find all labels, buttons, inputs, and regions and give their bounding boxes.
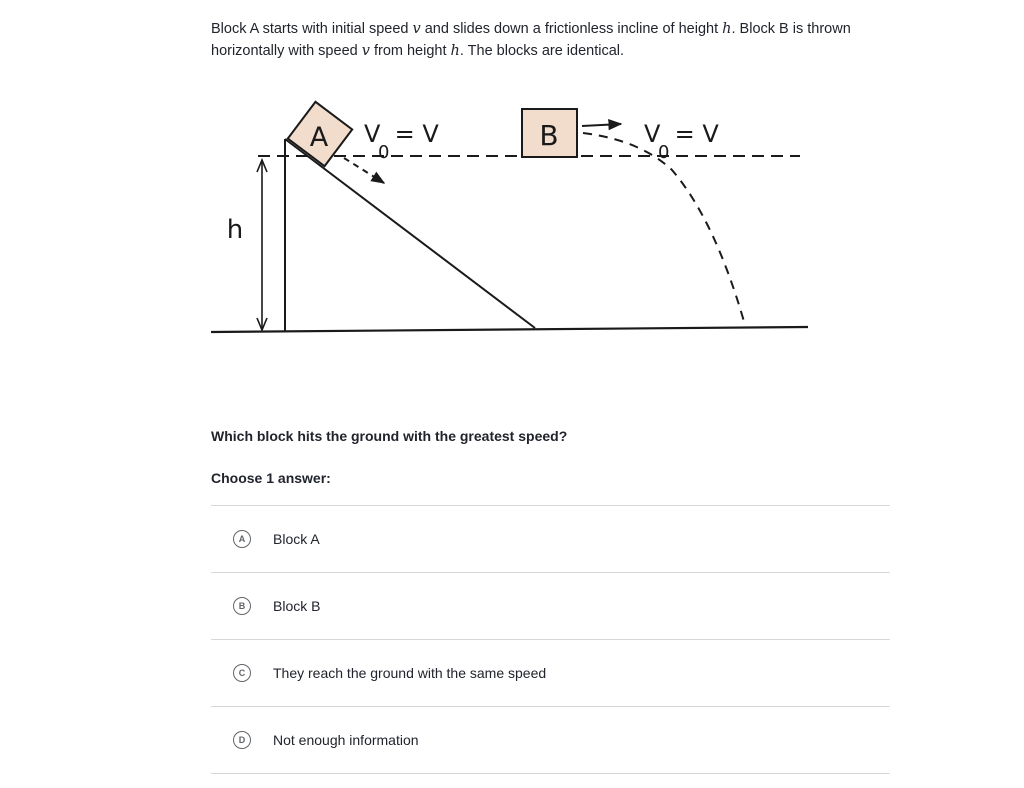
block-b-label: B (539, 119, 559, 152)
choice-a-radio[interactable]: A (233, 530, 251, 548)
speed-a-label: V (364, 120, 381, 148)
speed-a-equals: = V (387, 120, 439, 148)
answer-choices (211, 505, 890, 774)
choice-b[interactable] (211, 573, 890, 640)
prompt-text-2: and slides down a frictionless incline of height (420, 21, 723, 37)
question-text: Which block hits the ground with the greatest speed? (211, 428, 568, 444)
speed-b-equals: = V (667, 120, 719, 148)
variable-h: h (722, 21, 732, 37)
prompt-text-1: Block A starts with initial speed (211, 21, 413, 37)
prompt-text-5: . The blocks are identical. (459, 43, 625, 59)
problem-prompt (211, 18, 871, 62)
block-b-velocity-arrow (582, 124, 621, 126)
choice-b-label: Block B (273, 598, 321, 614)
prompt-text-3: . Block B is thrown horizontally with speed (211, 21, 851, 59)
incline-slope (285, 139, 535, 328)
choice-c[interactable] (211, 640, 890, 707)
height-label: h (226, 215, 244, 245)
choice-d[interactable] (211, 707, 890, 774)
choose-instruction: Choose 1 answer: (211, 470, 331, 486)
speed-b-label: V (644, 120, 661, 148)
ground-line (211, 327, 808, 332)
variable-v: v (412, 21, 421, 37)
prompt-text-4: from height (369, 43, 451, 59)
choice-b-radio[interactable]: B (233, 597, 251, 615)
variable-v: v (361, 43, 370, 59)
speed-b-subscript: 0 (658, 142, 670, 163)
choice-d-radio[interactable]: D (233, 731, 251, 749)
speed-a-subscript: 0 (378, 142, 390, 163)
variable-h: h (450, 43, 460, 59)
choice-c-radio[interactable]: C (233, 664, 251, 682)
choice-d-label: Not enough information (273, 732, 419, 748)
choice-a[interactable] (211, 506, 890, 573)
choice-c-label: They reach the ground with the same speed (273, 665, 547, 681)
block-a-label: A (309, 122, 329, 153)
physics-diagram (205, 90, 815, 340)
choice-a-label: Block A (273, 531, 320, 547)
